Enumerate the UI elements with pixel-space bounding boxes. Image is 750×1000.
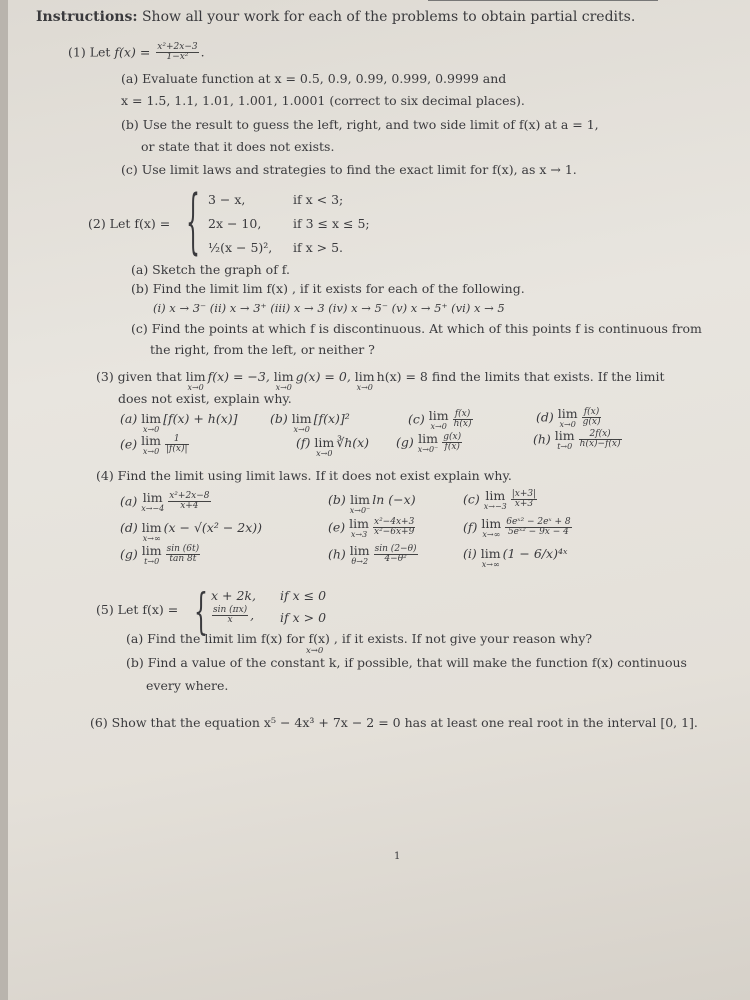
problem-3d [536, 408, 603, 429]
problem-3-lim-h: h(x) = 8 find the limits that exists. If the limit [376, 369, 665, 384]
problem-3-line2: does not exist, explain why. [118, 391, 292, 406]
problem-3b-expr: [f(x)]² [313, 411, 350, 426]
lim-sub: x→0 [293, 424, 310, 434]
lim-sub: x→0 [430, 421, 447, 431]
frac-num: sin (πx) [213, 605, 248, 615]
item-label: (c) [408, 411, 425, 427]
lim-sub: x→0 [187, 382, 204, 392]
lim-word: lim [141, 411, 162, 426]
problem-3-intro [96, 371, 665, 392]
problem-3c [408, 410, 475, 431]
instructions-text: Show all your work for each of the problems to obtain partial credits. [141, 9, 636, 25]
item-label: (e) [120, 436, 138, 452]
frac-den: x²−6x+9 [374, 527, 415, 538]
problem-2-case1-expr: 3 − x, [208, 192, 246, 207]
lim-sub: x→0 [316, 448, 333, 458]
problem-5b-line2: every where. [146, 678, 229, 693]
problem-1-let: Let [89, 44, 111, 60]
lim-sub: x→∞ [142, 533, 161, 543]
problem-2-case2-cond: if 3 ≤ x ≤ 5; [293, 216, 370, 231]
problem-1b-line1: (b) Use the result to guess the left, right, and two side limit of f(x) at a = 1, [121, 117, 599, 132]
problem-3f-expr: ∛h(x) [336, 435, 370, 450]
top-rule [428, 0, 658, 1]
problem-1c: (c) Use limit laws and strategies to find the exact limit for f(x), as x → 1. [121, 162, 577, 177]
problem-3f [296, 437, 369, 458]
problem-3-lim-f: f(x) = −3, [207, 369, 270, 384]
problem-4b-expr: ln (−x) [372, 492, 416, 507]
item-label: (d) [536, 409, 554, 425]
problem-4-intro: (4) Find the limit using limit laws. If it does not exist explain why. [96, 468, 512, 483]
frac-num: sin (2−θ) [374, 544, 417, 554]
frac-num: f(x) [453, 410, 473, 420]
problem-3g [396, 433, 464, 454]
frac-num: x²+2x−8 [169, 491, 210, 501]
problem-3a-expr: [f(x) + h(x)] [163, 411, 238, 426]
lim-word: lim [141, 433, 161, 448]
item-label: (b) [270, 411, 288, 426]
frac-den: f(x) [444, 442, 460, 453]
problem-6: (6) Show that the equation x⁵ − 4x³ + 7x − 2 = 0 has at least one real root in the interval [0, 1]. [90, 715, 698, 730]
problem-4a [120, 492, 213, 513]
lim-sub: x→0 [142, 424, 160, 434]
lim-sub: x→0 [559, 419, 576, 429]
problem-5-brace: { [194, 586, 208, 641]
problem-2-case1-cond: if x < 3; [293, 192, 344, 207]
lim-sub: x→0⁻ [417, 444, 439, 454]
problem-5a-sub: x→0 [306, 646, 324, 656]
lim-word: lim [428, 408, 449, 423]
lim-word: lim [141, 520, 162, 535]
problem-4e [328, 518, 417, 539]
problem-1-number: (1) [68, 44, 86, 60]
problem-5-case1-cond: if x ≤ 0 [280, 588, 327, 603]
item-label: (c) [463, 491, 480, 507]
problem-4i [463, 548, 567, 569]
frac-den: h(x) [453, 419, 472, 430]
lim-word: lim [142, 490, 163, 505]
frac-num: 6eˣ² − 2eˣ + 8 [506, 517, 571, 527]
item-label: (h) [533, 431, 551, 447]
problem-1a-line2: x = 1.5, 1.1, 1.01, 1.001, 1.0001 (correct to six decimal places). [121, 93, 525, 108]
item-label: (a) [120, 411, 138, 426]
lim-sub: x→0⁻ [349, 505, 371, 515]
lim-word: lim [141, 543, 162, 558]
lim-sub: x→−4 [141, 503, 165, 513]
lim-word: lim [354, 369, 375, 384]
problem-2-case2-expr: 2x − 10, [208, 216, 262, 231]
problem-2b: (b) Find the limit lim f(x) , if it exists for each of the following. [131, 281, 525, 296]
problem-2-brace: { [186, 184, 200, 264]
problem-1-denominator: 1−x² [166, 52, 189, 63]
item-label: (f) [296, 435, 311, 450]
frac-num: f(x) [582, 408, 602, 418]
frac-den: 4−θ² [384, 554, 407, 565]
problem-5-case2-cond: if x > 0 [280, 610, 327, 625]
lim-word: lim [480, 546, 501, 561]
frac-den: x+4 [180, 501, 199, 512]
lim-word: lim [418, 431, 438, 446]
frac-den: 5eˣ² − 9x − 4 [507, 527, 569, 538]
frac-den: x [227, 615, 233, 626]
problem-3h [533, 430, 624, 451]
problem-5-label: (5) Let f(x) = [96, 602, 179, 617]
lim-word: lim [557, 406, 578, 421]
lim-sub: x→0 [142, 446, 160, 456]
problem-1-header: (1) Let f(x) = $\frac{\text{x²+2x−3}}{\text{1−x²}}$ . [68, 42, 205, 63]
frac-den: |f(x)| [166, 444, 188, 455]
lim-word: lim [485, 488, 506, 503]
lim-word: lim [554, 428, 575, 443]
lim-word: lim [291, 411, 312, 426]
problem-2b-items: (i) x → 3⁻ (ii) x → 3⁺ (iii) x → 3 (iv) x → 5⁻ (v) x → 5⁺ (vi) x → 5 [153, 301, 505, 315]
problem-5-case1-expr: x + 2k, [211, 588, 256, 603]
lim-word: lim [185, 369, 206, 384]
problem-1a-line1: (a) Evaluate function at x = 0.5, 0.9, 0.99, 0.999, 0.9999 and [121, 71, 507, 86]
lim-sub: x→−3 [483, 501, 507, 511]
frac-num: 1 [165, 435, 189, 445]
worksheet-page [8, 0, 750, 1000]
problem-5a: (a) Find the limit lim f(x) for f(x) , if it exists. If not give your reason why? [126, 631, 593, 646]
lim-word: lim [349, 516, 369, 531]
item-label: (b) [328, 492, 346, 507]
problem-4f [463, 518, 574, 539]
problem-2-case3-expr: ½(x − 5)², [208, 240, 273, 255]
lim-word: lim [481, 516, 502, 531]
item-label: (g) [396, 434, 414, 450]
lim-sub: x→∞ [481, 559, 500, 569]
problem-4c [463, 490, 539, 511]
lim-word: lim [314, 435, 335, 450]
problem-5-case2-expr: $\frac{\sin (\pi x)}{x}$ , [213, 605, 255, 626]
instructions-line [36, 10, 635, 24]
page-number: 1 [394, 851, 401, 862]
lim-word: lim [273, 369, 294, 384]
frac-num: 2f(x) [579, 430, 622, 440]
item-label: (e) [328, 519, 346, 535]
lim-sub: x→0 [275, 382, 292, 392]
problem-4g [120, 545, 202, 566]
problem-2c-line1: (c) Find the points at which f is discontinuous. At which of this points f is continuous from [131, 321, 702, 336]
frac-num: sin (6t) [166, 544, 200, 554]
lim-word: lim [350, 492, 370, 507]
problem-5b-line1: (b) Find a value of the constant k, if possible, that will make the function f(x) continuous [126, 655, 687, 670]
item-label: (f) [463, 519, 478, 535]
problem-4d-expr: (x − √(x² − 2x)) [163, 520, 263, 535]
item-label: (a) [120, 493, 138, 509]
problem-1-numerator: x²+2x−3 [157, 42, 198, 52]
frac-den: x+3 [514, 499, 534, 510]
problem-4i-expr: (1 − 6/x)⁴ˣ [502, 546, 568, 561]
frac-den: tan 8t [169, 554, 197, 565]
instructions-label: Instructions: [36, 9, 138, 25]
problem-2-case3-cond: if x > 5. [293, 240, 343, 255]
lim-word: lim [349, 543, 370, 558]
problem-1b-line2: or state that it does not exists. [141, 139, 335, 154]
lim-sub: t→0 [557, 441, 573, 451]
problem-4d [120, 522, 262, 543]
frac-num: |x+3| [511, 489, 537, 499]
lim-sub: t→0 [144, 556, 160, 566]
problem-1-function: f(x) = [114, 44, 151, 60]
problem-3a [120, 413, 238, 434]
problem-2-label: (2) Let f(x) = [88, 216, 171, 231]
item-label: (h) [328, 546, 346, 562]
frac-den: h(x)−f(x) [579, 439, 621, 450]
lim-sub: x→3 [350, 529, 368, 539]
lim-sub: x→0 [356, 382, 373, 392]
lim-sub: θ→2 [351, 556, 369, 566]
problem-3-lim-g: g(x) = 0, [295, 369, 351, 384]
frac-num: x²−4x+3 [374, 517, 415, 527]
problem-4h [328, 545, 420, 566]
item-label: (g) [120, 546, 138, 562]
lim-sub: x→∞ [482, 529, 501, 539]
problem-3b [270, 413, 350, 434]
frac-num: g(x) [443, 432, 462, 442]
problem-2c-line2: the right, from the left, or neither ? [150, 342, 375, 357]
item-label: (d) [120, 520, 138, 535]
problem-2a: (a) Sketch the graph of f. [131, 262, 290, 277]
problem-4b [328, 494, 416, 515]
frac-den: g(x) [582, 417, 601, 428]
problem-3e [120, 435, 191, 456]
item-label: (i) [463, 546, 477, 561]
problem-3-intro-a: (3) given that [96, 369, 182, 384]
